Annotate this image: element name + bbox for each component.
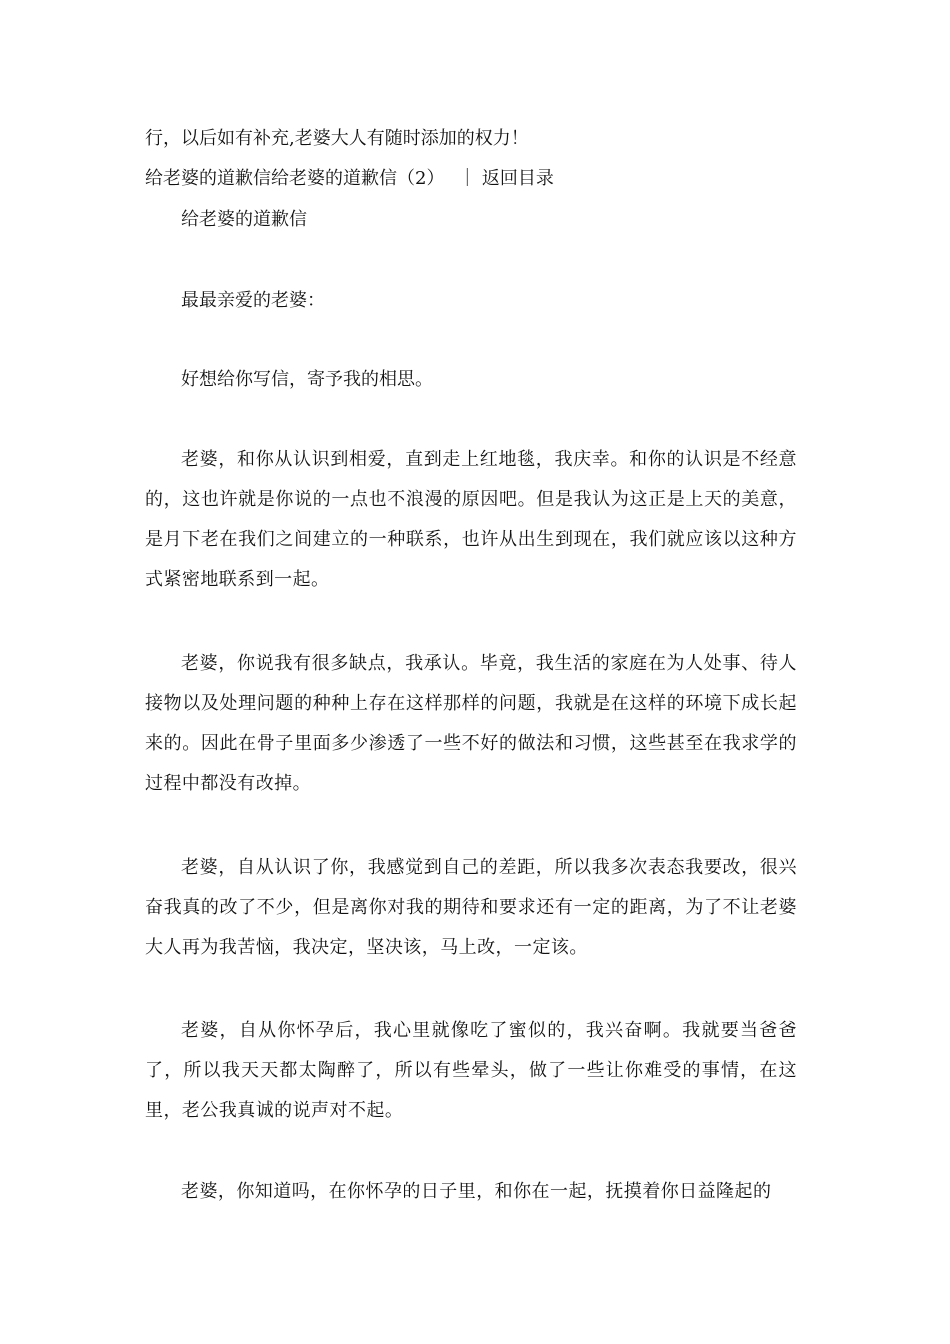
paragraph-3: 老婆，自从认识了你，我感觉到自己的差距，所以我多次表态我要改，很兴奋我真的改了不少，但是离你对我的期待和要求还有一定的距离，为了不让老婆大人再为我苦恼，我决定，坚决该，马上改，一定该。 [145,857,797,958]
opening-line: 好想给你写信，寄予我的相思。 [181,369,433,390]
section-title: 给老婆的道歉信给老婆的道歉信（2） [145,168,445,189]
back-to-contents-link[interactable]: 返回目录 [481,168,554,189]
separator: ｜ [458,168,477,189]
salutation: 最最亲爱的老婆： [181,290,325,311]
paragraph-2: 老婆，你说我有很多缺点，我承认。毕竟，我生活的家庭在为人处事、待人接物以及处理问题的种种上存在这样那样的问题，我就是在这样的环境下成长起来的。因此在骨子里面多少渗透了一些不好的做法和习惯，这些甚至在我求学的过程中都没有改掉。 [145,653,797,794]
top-line-text: 行，以后如有补充,老婆大人有随时添加的权力！ [145,128,529,149]
paragraph-4: 老婆，自从你怀孕后，我心里就像吃了蜜似的，我兴奋啊。我就要当爸爸了，所以我天天都太陶醉了，所以有些晕头，做了一些让你难受的事情，在这里，老公我真诚的说声对不起。 [145,1020,797,1121]
paragraph-1: 老婆，和你从认识到相爱，直到走上红地毯，我庆幸。和你的认识是不经意的，这也许就是你说的一点也不浪漫的原因吧。但是我认为这正是上天的美意，是月下老在我们之间建立的一种联系，也许从出生到现在，我们就应该以这种方式紧密地联系到一起。 [145,449,797,590]
paragraph-5: 老婆，你知道吗，在你怀孕的日子里，和你在一起，抚摸着你日益隆起的 [181,1181,772,1202]
section-header [145,167,554,191]
letter-title: 给老婆的道歉信 [181,209,307,230]
